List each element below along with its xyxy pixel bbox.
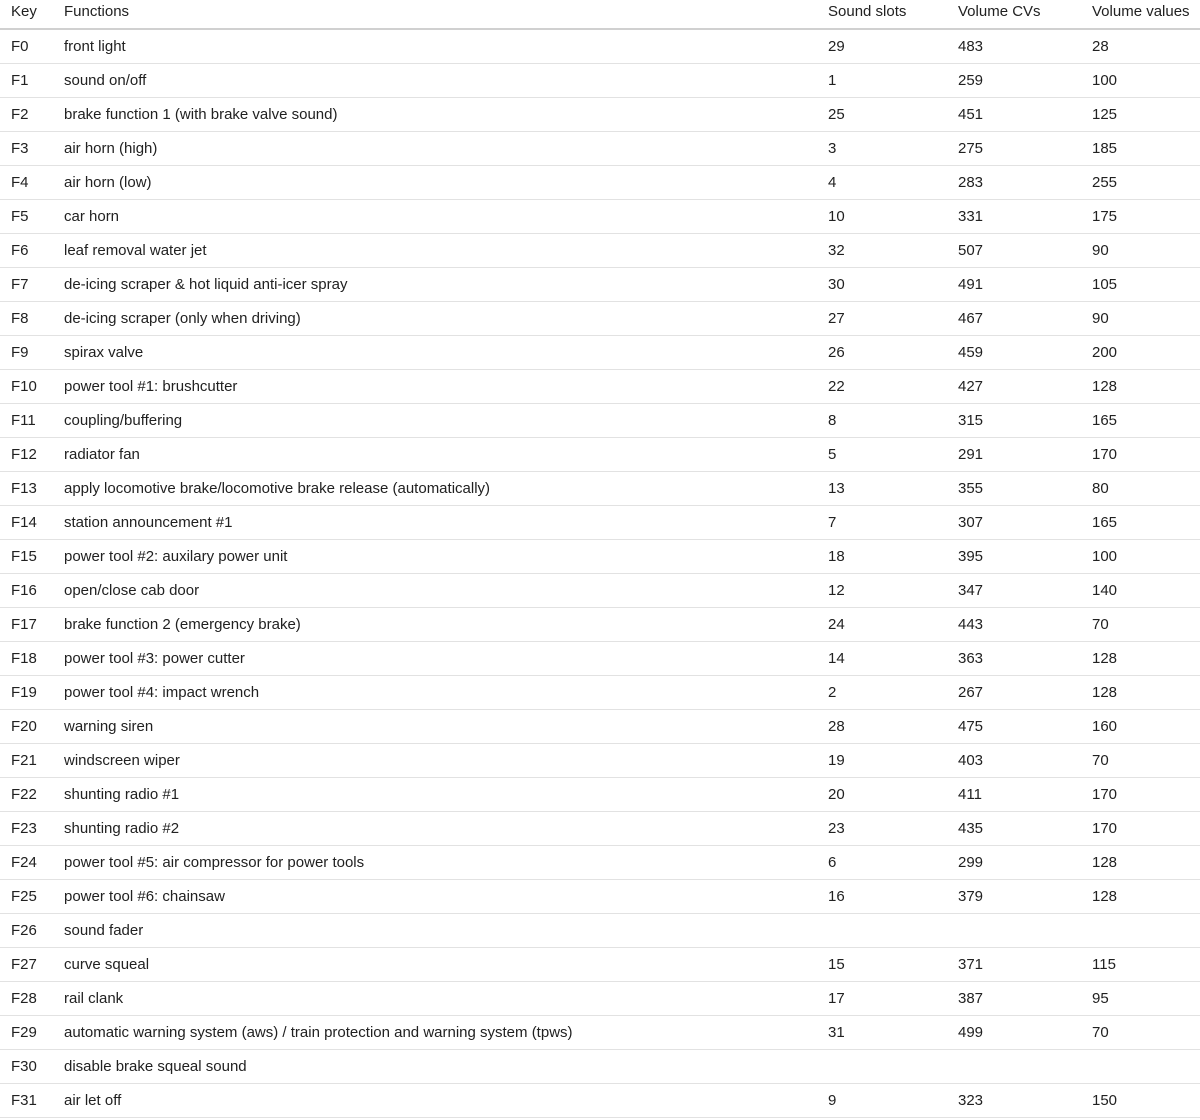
cell-function: disable brake squeal sound <box>52 1050 816 1084</box>
header-volume-values: Volume values <box>1080 0 1200 29</box>
cell-function: air horn (low) <box>52 166 816 200</box>
cell-volume-cv: 483 <box>946 29 1080 64</box>
table-row <box>0 710 1200 744</box>
cell-volume-cv: 467 <box>946 302 1080 336</box>
cell-function: coupling/buffering <box>52 404 816 438</box>
cell-function: power tool #4: impact wrench <box>52 676 816 710</box>
cell-volume-value: 170 <box>1080 812 1200 846</box>
cell-function: sound on/off <box>52 64 816 98</box>
header-sound-slots: Sound slots <box>816 0 946 29</box>
table-row <box>0 914 1200 948</box>
cell-volume-cv: 267 <box>946 676 1080 710</box>
cell-volume-value: 185 <box>1080 132 1200 166</box>
cell-sound-slot: 23 <box>816 812 946 846</box>
cell-function: automatic warning system (aws) / train protection and warning system (tpws) <box>52 1016 816 1050</box>
cell-key: F25 <box>0 880 52 914</box>
cell-key: F4 <box>0 166 52 200</box>
cell-volume-cv: 395 <box>946 540 1080 574</box>
header-key: Key <box>0 0 52 29</box>
cell-key: F0 <box>0 29 52 64</box>
cell-key: F14 <box>0 506 52 540</box>
cell-volume-value: 80 <box>1080 472 1200 506</box>
cell-volume-cv: 275 <box>946 132 1080 166</box>
cell-volume-cv: 259 <box>946 64 1080 98</box>
cell-key: F15 <box>0 540 52 574</box>
cell-key: F1 <box>0 64 52 98</box>
cell-sound-slot: 27 <box>816 302 946 336</box>
cell-volume-value: 128 <box>1080 846 1200 880</box>
cell-key: F27 <box>0 948 52 982</box>
cell-sound-slot: 14 <box>816 642 946 676</box>
cell-volume-cv: 331 <box>946 200 1080 234</box>
table-body <box>0 29 1200 1118</box>
cell-sound-slot: 28 <box>816 710 946 744</box>
cell-function: car horn <box>52 200 816 234</box>
cell-sound-slot: 25 <box>816 98 946 132</box>
cell-volume-value: 70 <box>1080 1016 1200 1050</box>
table-row <box>0 574 1200 608</box>
cell-volume-cv: 475 <box>946 710 1080 744</box>
table-row <box>0 540 1200 574</box>
cell-key: F26 <box>0 914 52 948</box>
cell-sound-slot: 12 <box>816 574 946 608</box>
cell-volume-value: 165 <box>1080 404 1200 438</box>
cell-function: warning siren <box>52 710 816 744</box>
cell-volume-cv: 315 <box>946 404 1080 438</box>
cell-sound-slot: 26 <box>816 336 946 370</box>
cell-key: F21 <box>0 744 52 778</box>
cell-volume-value: 255 <box>1080 166 1200 200</box>
cell-function: brake function 2 (emergency brake) <box>52 608 816 642</box>
cell-function: radiator fan <box>52 438 816 472</box>
cell-sound-slot: 19 <box>816 744 946 778</box>
table-row <box>0 370 1200 404</box>
cell-volume-value: 165 <box>1080 506 1200 540</box>
cell-function: rail clank <box>52 982 816 1016</box>
cell-volume-cv: 291 <box>946 438 1080 472</box>
cell-sound-slot: 4 <box>816 166 946 200</box>
cell-key: F13 <box>0 472 52 506</box>
table-row <box>0 1050 1200 1084</box>
cell-sound-slot: 18 <box>816 540 946 574</box>
cell-key: F28 <box>0 982 52 1016</box>
cell-volume-cv <box>946 914 1080 948</box>
cell-volume-cv: 355 <box>946 472 1080 506</box>
table-row <box>0 744 1200 778</box>
cell-sound-slot <box>816 1050 946 1084</box>
cell-function: windscreen wiper <box>52 744 816 778</box>
cell-volume-cv: 459 <box>946 336 1080 370</box>
table-row <box>0 1084 1200 1118</box>
cell-key: F18 <box>0 642 52 676</box>
cell-function: power tool #2: auxilary power unit <box>52 540 816 574</box>
cell-volume-value: 128 <box>1080 676 1200 710</box>
cell-function: power tool #5: air compressor for power tools <box>52 846 816 880</box>
table-row <box>0 268 1200 302</box>
cell-volume-value <box>1080 914 1200 948</box>
header-row <box>0 0 1200 29</box>
cell-function: open/close cab door <box>52 574 816 608</box>
table-row <box>0 1016 1200 1050</box>
header-volume-cvs: Volume CVs <box>946 0 1080 29</box>
cell-function: air let off <box>52 1084 816 1118</box>
cell-volume-cv: 507 <box>946 234 1080 268</box>
cell-function: station announcement #1 <box>52 506 816 540</box>
cell-volume-cv: 283 <box>946 166 1080 200</box>
cell-volume-value: 70 <box>1080 744 1200 778</box>
cell-sound-slot: 17 <box>816 982 946 1016</box>
cell-key: F29 <box>0 1016 52 1050</box>
cell-volume-cv: 323 <box>946 1084 1080 1118</box>
cell-sound-slot: 22 <box>816 370 946 404</box>
cell-function: de-icing scraper & hot liquid anti-icer spray <box>52 268 816 302</box>
cell-key: F23 <box>0 812 52 846</box>
cell-volume-value: 150 <box>1080 1084 1200 1118</box>
cell-volume-value: 115 <box>1080 948 1200 982</box>
cell-volume-value: 90 <box>1080 234 1200 268</box>
table-row <box>0 98 1200 132</box>
cell-sound-slot <box>816 914 946 948</box>
cell-key: F12 <box>0 438 52 472</box>
cell-volume-value: 70 <box>1080 608 1200 642</box>
table-row <box>0 302 1200 336</box>
cell-volume-value: 100 <box>1080 64 1200 98</box>
cell-volume-cv: 363 <box>946 642 1080 676</box>
cell-function: power tool #6: chainsaw <box>52 880 816 914</box>
cell-volume-cv: 499 <box>946 1016 1080 1050</box>
cell-volume-value: 128 <box>1080 880 1200 914</box>
table-row <box>0 812 1200 846</box>
cell-function: brake function 1 (with brake valve sound) <box>52 98 816 132</box>
table-header <box>0 0 1200 29</box>
cell-function: leaf removal water jet <box>52 234 816 268</box>
table-row <box>0 676 1200 710</box>
table-row <box>0 778 1200 812</box>
cell-volume-value: 128 <box>1080 370 1200 404</box>
cell-key: F24 <box>0 846 52 880</box>
table-row <box>0 642 1200 676</box>
table-row <box>0 132 1200 166</box>
cell-function: shunting radio #1 <box>52 778 816 812</box>
cell-function: de-icing scraper (only when driving) <box>52 302 816 336</box>
cell-function: power tool #1: brushcutter <box>52 370 816 404</box>
cell-sound-slot: 29 <box>816 29 946 64</box>
cell-sound-slot: 20 <box>816 778 946 812</box>
table-row <box>0 166 1200 200</box>
cell-volume-cv: 411 <box>946 778 1080 812</box>
cell-volume-value: 160 <box>1080 710 1200 744</box>
table-row <box>0 880 1200 914</box>
cell-key: F11 <box>0 404 52 438</box>
cell-key: F30 <box>0 1050 52 1084</box>
cell-sound-slot: 32 <box>816 234 946 268</box>
cell-key: F6 <box>0 234 52 268</box>
cell-sound-slot: 31 <box>816 1016 946 1050</box>
cell-sound-slot: 1 <box>816 64 946 98</box>
cell-key: F3 <box>0 132 52 166</box>
cell-volume-value: 125 <box>1080 98 1200 132</box>
cell-sound-slot: 8 <box>816 404 946 438</box>
cell-volume-cv: 371 <box>946 948 1080 982</box>
cell-function: curve squeal <box>52 948 816 982</box>
header-functions: Functions <box>52 0 816 29</box>
cell-function: shunting radio #2 <box>52 812 816 846</box>
cell-volume-cv: 451 <box>946 98 1080 132</box>
cell-sound-slot: 15 <box>816 948 946 982</box>
cell-volume-value: 100 <box>1080 540 1200 574</box>
cell-key: F10 <box>0 370 52 404</box>
cell-sound-slot: 24 <box>816 608 946 642</box>
cell-volume-value: 140 <box>1080 574 1200 608</box>
table-row <box>0 948 1200 982</box>
cell-volume-cv <box>946 1050 1080 1084</box>
cell-key: F17 <box>0 608 52 642</box>
cell-key: F2 <box>0 98 52 132</box>
table-row <box>0 234 1200 268</box>
cell-key: F16 <box>0 574 52 608</box>
cell-volume-cv: 443 <box>946 608 1080 642</box>
cell-function: sound fader <box>52 914 816 948</box>
cell-function: spirax valve <box>52 336 816 370</box>
cell-key: F31 <box>0 1084 52 1118</box>
cell-sound-slot: 10 <box>816 200 946 234</box>
cell-sound-slot: 3 <box>816 132 946 166</box>
cell-key: F5 <box>0 200 52 234</box>
cell-volume-value <box>1080 1050 1200 1084</box>
table-row <box>0 336 1200 370</box>
cell-key: F7 <box>0 268 52 302</box>
table-row <box>0 506 1200 540</box>
cell-volume-value: 175 <box>1080 200 1200 234</box>
cell-volume-cv: 347 <box>946 574 1080 608</box>
cell-volume-cv: 427 <box>946 370 1080 404</box>
cell-key: F9 <box>0 336 52 370</box>
cell-volume-value: 170 <box>1080 778 1200 812</box>
cell-function: apply locomotive brake/locomotive brake release (automatically) <box>52 472 816 506</box>
table-row <box>0 982 1200 1016</box>
cell-key: F19 <box>0 676 52 710</box>
cell-volume-cv: 403 <box>946 744 1080 778</box>
cell-volume-cv: 299 <box>946 846 1080 880</box>
cell-volume-cv: 307 <box>946 506 1080 540</box>
cell-sound-slot: 7 <box>816 506 946 540</box>
cell-sound-slot: 6 <box>816 846 946 880</box>
table-row <box>0 438 1200 472</box>
cell-key: F20 <box>0 710 52 744</box>
table-row <box>0 846 1200 880</box>
table-row <box>0 64 1200 98</box>
cell-volume-value: 28 <box>1080 29 1200 64</box>
table-row <box>0 608 1200 642</box>
table-row <box>0 404 1200 438</box>
cell-volume-cv: 387 <box>946 982 1080 1016</box>
cell-sound-slot: 13 <box>816 472 946 506</box>
cell-function: front light <box>52 29 816 64</box>
cell-function: power tool #3: power cutter <box>52 642 816 676</box>
table-row <box>0 200 1200 234</box>
cell-sound-slot: 30 <box>816 268 946 302</box>
cell-volume-value: 95 <box>1080 982 1200 1016</box>
cell-key: F8 <box>0 302 52 336</box>
cell-volume-value: 170 <box>1080 438 1200 472</box>
table-row <box>0 29 1200 64</box>
cell-key: F22 <box>0 778 52 812</box>
cell-sound-slot: 16 <box>816 880 946 914</box>
cell-sound-slot: 5 <box>816 438 946 472</box>
cell-volume-value: 105 <box>1080 268 1200 302</box>
cell-sound-slot: 9 <box>816 1084 946 1118</box>
cell-volume-cv: 435 <box>946 812 1080 846</box>
cell-function: air horn (high) <box>52 132 816 166</box>
cell-volume-cv: 379 <box>946 880 1080 914</box>
cell-volume-value: 128 <box>1080 642 1200 676</box>
cell-volume-value: 200 <box>1080 336 1200 370</box>
table-row <box>0 472 1200 506</box>
cell-sound-slot: 2 <box>816 676 946 710</box>
cell-volume-value: 90 <box>1080 302 1200 336</box>
cell-volume-cv: 491 <box>946 268 1080 302</box>
